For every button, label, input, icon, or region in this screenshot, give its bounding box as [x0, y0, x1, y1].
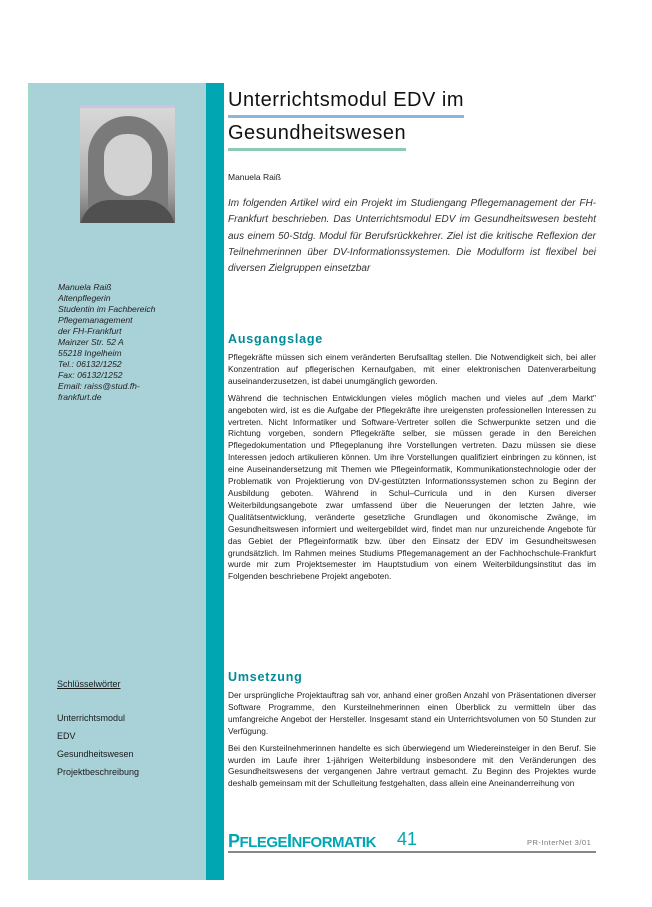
brand-initial-i: I: [287, 831, 292, 851]
paragraph: Pflegekräfte müssen sich einem veränderten Berufsalltag stellen. Die Notwendigkeit sich, bei aller Konzentration auf pflegerischen Kernaufgaben, mit einer elektronischen Datenverarbeitung auseinanderzusetzen, ist dabei unumgänglich geworden.: [228, 352, 596, 386]
author-institution: der FH-Frankfurt: [58, 326, 122, 336]
issue-label: PR-InterNet 3/01: [527, 838, 592, 847]
accent-strip: [206, 83, 224, 880]
brand-part-nformatik: NFORMATIK: [291, 834, 376, 851]
keywords-title: Schlüsselwörter: [57, 679, 121, 689]
author-department: Pflegemanagement: [58, 315, 133, 325]
author-email[interactable]: Email: raiss@stud.fh-: [58, 381, 140, 391]
page-number: 41: [397, 829, 418, 849]
section-heading-umsetzung: Umsetzung: [228, 670, 303, 684]
section-body-ausgangslage: [228, 352, 596, 588]
author-fax: Fax: 06132/1252: [58, 370, 123, 380]
footer-divider: [228, 851, 596, 853]
keywords-box: [57, 679, 197, 781]
keyword-item: EDV: [57, 731, 76, 741]
author-email-cont[interactable]: frankfurt.de: [58, 392, 102, 402]
journal-brand: [228, 831, 376, 852]
paragraph: Bei den Kursteilnehmerinnen handelte es sich überwiegend um Wiedereinsteiger in den Beruf. Sie wurden im Laufe ihrer 1-jährigen Weiterbildung insbesondere mit den Veränderungen des Gesundheitswesens der vergangenen Jahre vertraut gemacht. Zu Beginn des Projektes wurde deshalb gemeinsam mit der Schulleitung festgehalten, dass allein eine Aneinanderreihung von: [228, 742, 596, 789]
author-name: Manuela Raiß: [58, 282, 112, 292]
photo-face: [104, 134, 152, 196]
keyword-item: Projektbeschreibung: [57, 767, 140, 777]
section-heading-ausgangslage: Ausgangslage: [228, 332, 324, 346]
author-photo: [80, 105, 175, 223]
keyword-item: Unterrichtsmodul: [57, 713, 126, 723]
author-city: 55218 Ingelheim: [58, 348, 122, 358]
author-role: Studentin im Fachbereich: [58, 304, 156, 314]
brand-part-flege: FLEGE: [239, 834, 288, 851]
section-body-umsetzung: [228, 690, 596, 795]
author-profession: Altenpflegerin: [58, 293, 111, 303]
article-title: [228, 85, 464, 151]
brand-initial-p: P: [228, 831, 240, 851]
keyword-item: Gesundheitswesen: [57, 749, 134, 759]
paragraph: Der ursprüngliche Projektauftrag sah vor, anhand einer großen Anzahl von Präsentationen diverser Software Programme, den Kursteilnehmerinnen einen Überblick zu vermitteln über das umfangreiche Angebot der Hersteller. Insgesamt stand ein Unterrichtsvolumen von 50 Stunden zur Verfügung.: [228, 690, 596, 736]
author-street: Mainzer Str. 52 A: [58, 337, 124, 347]
title-line-2: Gesundheitswesen: [228, 118, 406, 151]
abstract: Im folgenden Artikel wird ein Projekt im Studiengang Pflegemanagement der FH-Frankfurt beschrieben. Das Unterrichtsmodul EDV im Gesundheitswesen besteht aus einem 50-Stdg. Modul für Berufsrückkehrer. Ziel ist die kritische Reflexion der Teilnehmerinnen über DV-Informationssystemen. Die Modulform ist flexibel bei diversen Zielgruppen einsetzbar: [228, 198, 596, 275]
title-line-1: Unterrichtsmodul EDV im: [228, 85, 464, 118]
paragraph: Während die technischen Entwicklungen vieles möglich machen und vieles auf „dem Markt" angeboten wird, ist es die Aufgabe der Pflegekräfte ihre ureigensten professionellen Interessen zu vertreten. Nicht Informatiker und Software-Vertreter sollen die Schwerpunkte setzen und die Richtung vorgeben, sondern Pflegekräfte selber, sie müssen gerade in den Bereichen Pflegedokumentation und Pflegeplanung ihre Vorstellungen vertreten. Dazu müssen sie diese Interessen jedoch artikulieren können. Um ihre Vorstellungen qualifiziert einbringen zu können, ist eine Auseinandersetzung mit Themen wie Pflegeinformatik, Kommunikationstechnologie oder der Problematik von Projektierung von DV-gestützten Informationssystemen schon zu Beginn der Ausbildung geboten. Während in Schul–Curricula und in den Kursen diverser Weiterbildungsangebote zwar umfassend über die Neuerungen der letzten Jahre, wie Qualitätsentwicklung, veränderte gesetzliche Grundlagen und ökonomische Zwänge, im Gesundheitswesen informiert und weitergebildet wird, findet man nur unzureichende Angebote für das Gebiet der Pflegeinformatik bzw. über den Einsatz der EDV im Gesundheitswesen grundsätzlich. Im Rahmen meines Studiums Pflegemanagement an der Fachhochschule-Frankfurt wurde mir zum Projektsemester im Hauptstudium von einem Weiterbildungsinstitut das im Folgenden beschriebene Projekt angeboten.: [228, 392, 596, 582]
author-contact-info: [58, 282, 188, 403]
byline: Manuela Raiß: [228, 172, 281, 182]
author-phone: Tel.: 06132/1252: [58, 359, 122, 369]
